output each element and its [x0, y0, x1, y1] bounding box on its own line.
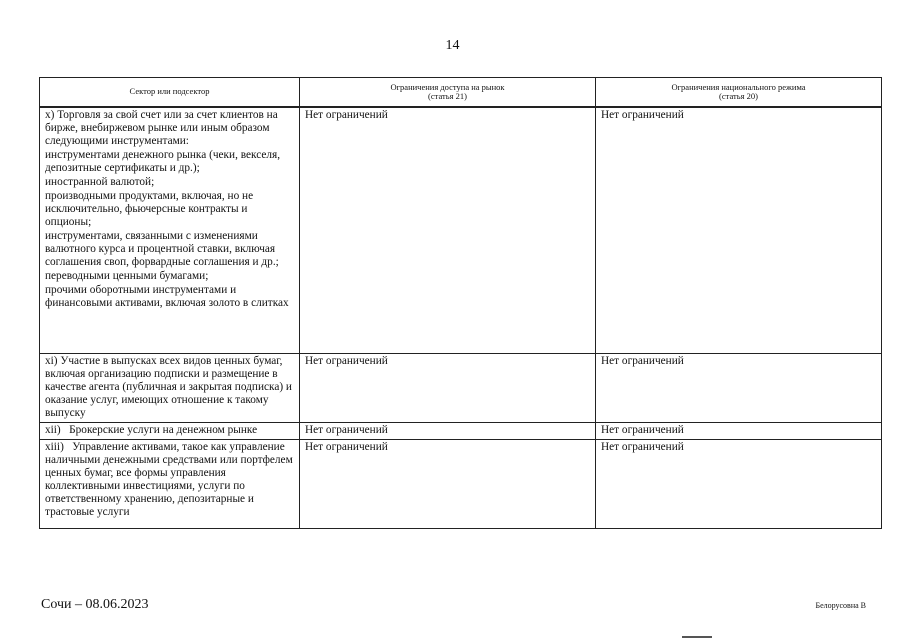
header-sector: [40, 78, 300, 108]
table-row: [40, 423, 882, 440]
header-market-access: [300, 78, 596, 108]
sector-paragraph: инструментами, связанными с изменениями валютного курса и процентной ставки, включая соглашения своп, форвардные соглашения и др.;: [45, 230, 279, 268]
sector-paragraph: x) Торговля за свой счет или за счет клиентов на бирже, внебиржевом рынке или иным образом следующими инструментами:: [45, 109, 278, 147]
page-number: 14: [445, 38, 460, 53]
commitments-table: [39, 77, 882, 529]
table-row: [40, 440, 882, 529]
header-market-access-label: Ограничения доступа на рынок (статья 21): [390, 81, 505, 101]
market-access-cell: Нет ограничений: [300, 423, 596, 440]
scan-mark: [682, 636, 712, 638]
sector-cell: [40, 354, 300, 423]
sector-cell: [40, 440, 300, 529]
sector-paragraph: иностранной валютой;: [45, 176, 155, 188]
sector-paragraph: xi) Участие в выпусках всех видов ценных бумаг, включая организацию подписки и размещение в качестве агента (публичная и закрытая подписка) и оказание услуг, имеющих отношение к такому выпуску: [45, 355, 292, 419]
sector-cell: [40, 423, 300, 440]
market-access-cell: Нет ограничений: [300, 354, 596, 423]
sector-paragraph: инструментами денежного рынка (чеки, векселя, депозитные сертификаты и др.);: [45, 149, 281, 174]
header-national-treatment: [596, 78, 882, 108]
sector-paragraph: производными продуктами, включая, но не исключительно, фьючерсные контракты и опционы;: [45, 190, 254, 228]
table-row: [40, 107, 882, 354]
header-sector-label: Сектор или подсектор: [129, 86, 210, 97]
market-access-cell: Нет ограничений: [300, 107, 596, 354]
footer-location-date: Сочи – 08.06.2023: [41, 597, 149, 612]
header-national-treatment-label: Ограничения национального режима (статья 20): [671, 81, 806, 101]
market-access-cell: Нет ограничений: [300, 440, 596, 529]
sector-paragraph: прочими оборотными инструментами и финансовыми активами, включая золото в слитках: [45, 284, 289, 309]
national-treatment-cell: Нет ограничений: [596, 107, 882, 354]
table-row: [40, 354, 882, 423]
national-treatment-cell: Нет ограничений: [596, 354, 882, 423]
sector-paragraph: xii) Брокерские услуги на денежном рынке: [45, 424, 258, 436]
table-header-row: [40, 78, 882, 108]
sector-cell: [40, 107, 300, 354]
national-treatment-cell: Нет ограничений: [596, 423, 882, 440]
national-treatment-cell: Нет ограничений: [596, 440, 882, 529]
sector-paragraph: переводными ценными бумагами;: [45, 270, 209, 282]
footer-signature: Белорусовна В: [815, 601, 866, 610]
sector-paragraph: xiii) Управление активами, такое как управление наличными денежными средствами или портфелем ценных бумаг, все формы управления коллективными инвестициями, услуги по ответственному хранению, депозитарные и трастовые услуги: [45, 441, 296, 518]
